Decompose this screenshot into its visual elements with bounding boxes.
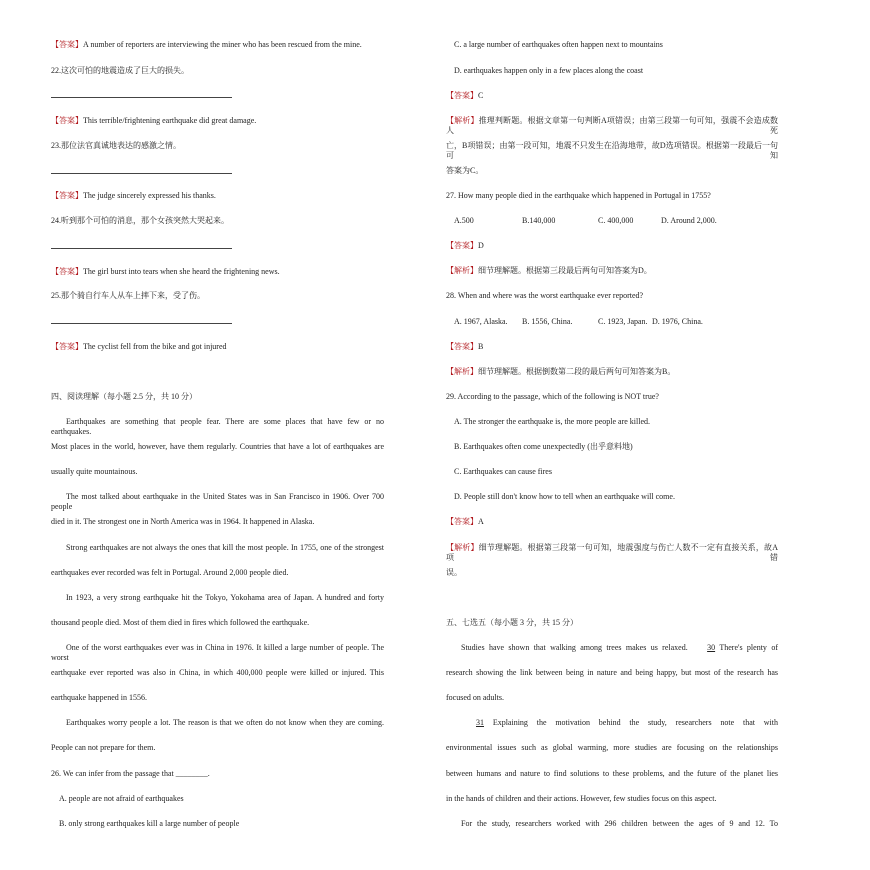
option-29-d: D. People still don't know how to tell when an earthquake will come. bbox=[454, 492, 675, 501]
option-28-d: D. 1976, China. bbox=[652, 317, 703, 326]
option-29-c: C. Earthquakes can cause fires bbox=[454, 467, 552, 476]
question-26: 26. We can infer from the passage that ________. bbox=[51, 769, 210, 778]
blank-30[interactable]: 30 bbox=[707, 643, 716, 652]
passage-line: in the hands of children and their actions. However, few studies focus on this aspect. bbox=[446, 794, 717, 803]
explanation-27: 【解析】细节理解题。根据第三段最后两句可知答案为D。 bbox=[446, 266, 652, 275]
option-28-c: C. 1923, Japan. bbox=[598, 317, 648, 326]
explanation-29: 【解析】细节理解题。根据第三段第一句可知，地震强度与伤亡人数不一定有直接关系，故A项错 bbox=[446, 543, 778, 562]
explanation-26: 【解析】推理判断题。根据文章第一句判断A项错误；由第三段第一句可知，强震不会造成数人死 bbox=[446, 116, 778, 135]
passage-line: between humans and nature to find solutions to these problems, and the future of the planet lies bbox=[446, 769, 778, 778]
answer-line-22 bbox=[51, 97, 232, 98]
option-27-b: B.140,000 bbox=[522, 216, 556, 225]
option-26-b: B. only strong earthquakes kill a large number of people bbox=[59, 819, 240, 828]
answer-29: 【答案】A bbox=[446, 517, 484, 526]
answer-21: 【答案】A number of reporters are interviewing the miner who has been rescued from the mine. bbox=[51, 40, 362, 49]
answer-25: 【答案】The cyclist fell from the bike and got injured bbox=[51, 342, 227, 351]
passage-line: focused on adults. bbox=[446, 693, 504, 702]
explanation-26-cont: 答案为C。 bbox=[446, 166, 484, 175]
passage-line: For the study, researchers worked with 296 children between the ages of 9 and 12. To bbox=[461, 819, 778, 828]
answer-line-24 bbox=[51, 248, 232, 249]
passage-line: One of the worst earthquakes ever was in China in 1976. It killed a large number of people. The worst bbox=[51, 643, 384, 662]
question-24: 24.听到那个可怕的消息，那个女孩突然大哭起来。 bbox=[51, 216, 229, 225]
explanation-26-cont: 亡，B项错误；由第一段可知，地震不只发生在沿海地带，故D选项错误。根据第一段最后一句可知 bbox=[446, 141, 778, 160]
answer-27: 【答案】D bbox=[446, 241, 484, 250]
passage-line: thousand people died. Most of them died in fires which followed the earthquake. bbox=[51, 618, 310, 627]
passage-line: Strong earthquakes are not always the ones that kill the most people. In 1755, one of the strongest bbox=[66, 543, 384, 552]
passage-line: earthquake happened in 1556. bbox=[51, 693, 147, 702]
section-5-heading: 五、七选五（每小题 3 分，共 15 分） bbox=[446, 618, 578, 627]
option-26-c: C. a large number of earthquakes often happen next to mountains bbox=[454, 40, 663, 49]
passage-line: People can not prepare for them. bbox=[51, 743, 156, 752]
section-4-heading: 四、阅读理解（每小题 2.5 分，共 10 分） bbox=[51, 392, 197, 401]
question-23: 23.那位法官真诚地表达的感激之情。 bbox=[51, 141, 181, 150]
option-28-a: A. 1967, Alaska. bbox=[454, 317, 508, 326]
passage-line: Studies have shown that walking among trees makes us relaxed. 30 There's plenty of bbox=[461, 643, 778, 652]
answer-23: 【答案】The judge sincerely expressed his thanks. bbox=[51, 191, 216, 200]
passage-line: The most talked about earthquake in the United States was in San Francisco in 1906. Over 700 people bbox=[51, 492, 384, 511]
answer-line-25 bbox=[51, 323, 232, 324]
passage-line: earthquakes ever recorded was felt in Portugal. Around 2,000 people died. bbox=[51, 568, 289, 577]
passage-line: died in it. The strongest one in North America was in 1964. It happened in Alaska. bbox=[51, 517, 315, 526]
answer-22: 【答案】This terrible/frightening earthquake did great damage. bbox=[51, 116, 257, 125]
option-27-a: A.500 bbox=[454, 216, 474, 225]
question-27: 27. How many people died in the earthquake which happened in Portugal in 1755? bbox=[446, 191, 711, 200]
passage-line: Earthquakes are something that people fear. There are some places that have few or no earthquakes. bbox=[51, 417, 384, 436]
option-29-a: A. The stronger the earthquake is, the more people are killed. bbox=[454, 417, 651, 426]
option-27-c: C. 400,000 bbox=[598, 216, 634, 225]
explanation-28: 【解析】细节理解题。根据倒数第二段的最后两句可知答案为B。 bbox=[446, 367, 676, 376]
answer-28: 【答案】B bbox=[446, 342, 484, 351]
passage-line: 31 Explaining the motivation behind the study, researchers note that with bbox=[446, 718, 778, 728]
option-26-d: D. earthquakes happen only in a few places along the coast bbox=[454, 66, 644, 75]
blank-31[interactable]: 31 bbox=[476, 718, 484, 727]
answer-line-23 bbox=[51, 173, 232, 174]
question-29: 29. According to the passage, which of the following is NOT true? bbox=[446, 392, 659, 401]
passage-line: earthquake ever reported was also in China, in which 400,000 people were killed or injured. This bbox=[51, 668, 384, 677]
question-28: 28. When and where was the worst earthquake ever reported? bbox=[446, 291, 644, 300]
passage-line: Earthquakes worry people a lot. The reason is that we often do not know when they are coming. bbox=[66, 718, 384, 727]
passage-line: environmental issues such as global warming, more studies are focusing on the relationships bbox=[446, 743, 778, 752]
passage-line: research showing the link between being in nature and being happy, but most of the research has bbox=[446, 668, 778, 677]
option-26-a: A. people are not afraid of earthquakes bbox=[59, 794, 184, 803]
option-28-b: B. 1556, China. bbox=[522, 317, 573, 326]
option-29-b: B. Earthquakes often come unexpectedly (出乎意料地) bbox=[454, 442, 633, 451]
passage-line: usually quite mountainous. bbox=[51, 467, 138, 476]
answer-24: 【答案】The girl burst into tears when she heard the frightening news. bbox=[51, 267, 280, 276]
passage-line: In 1923, a very strong earthquake hit the Tokyo, Yokohama area of Japan. A hundred and forty bbox=[66, 593, 384, 602]
answer-26: 【答案】C bbox=[446, 91, 484, 100]
passage-line: Most places in the world, however, have them regularly. Countries that have a lot of earthquakes are bbox=[51, 442, 384, 451]
option-27-d: D. Around 2,000. bbox=[661, 216, 717, 225]
explanation-29-cont: 误。 bbox=[446, 568, 462, 577]
question-22: 22.这次可怕的地震造成了巨大的损失。 bbox=[51, 66, 189, 75]
question-25: 25.那个骑自行车人从车上摔下来，受了伤。 bbox=[51, 291, 205, 300]
